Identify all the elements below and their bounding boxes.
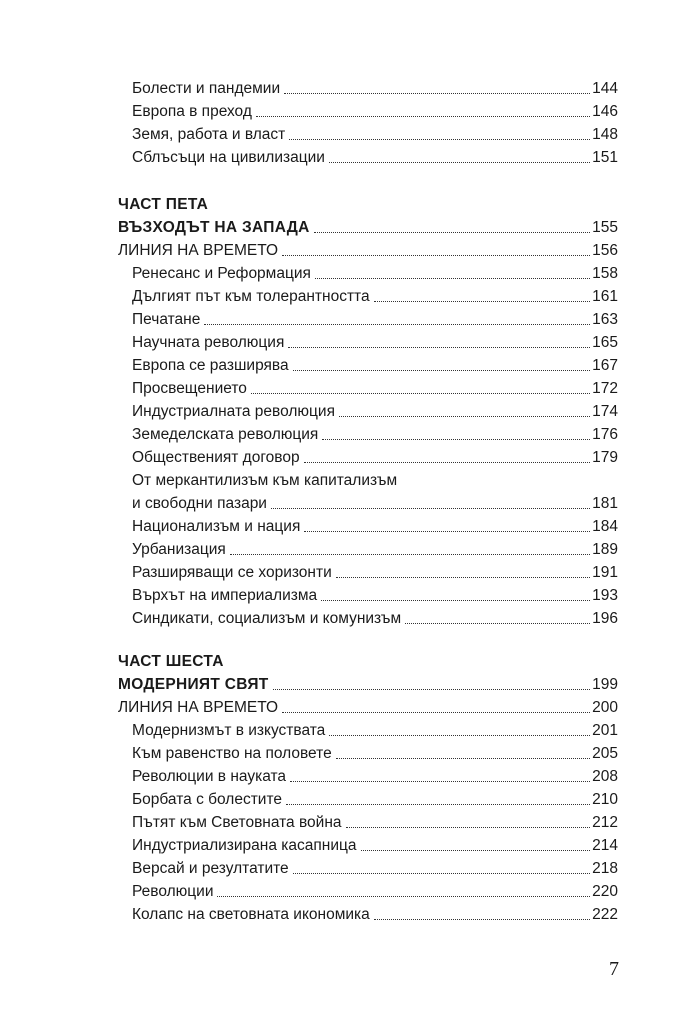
toc-entry-page: 144 <box>592 80 618 97</box>
toc-entry-page: 148 <box>592 126 618 143</box>
toc-entry <box>118 329 618 352</box>
toc-entry-page: 210 <box>592 791 618 808</box>
toc-entry-page: 174 <box>592 403 618 420</box>
toc-entry-title: Дългият път към толерантността <box>132 288 370 305</box>
part-heading <box>118 214 618 237</box>
dot-leader <box>273 689 591 690</box>
timeline-title: ЛИНИЯ НА ВРЕМЕТО <box>118 242 279 259</box>
dot-leader <box>271 508 590 509</box>
toc-entry-title: Общественият договор <box>132 449 300 466</box>
toc-entry-title: Върхът на империализма <box>132 587 318 604</box>
toc-entry <box>118 98 618 121</box>
toc-entry-page: 151 <box>592 149 618 166</box>
dot-leader <box>288 347 590 348</box>
toc-entry <box>118 717 618 740</box>
toc-entry-page: 196 <box>592 610 618 627</box>
toc-entry-title: Индустриалната революция <box>132 403 335 420</box>
dot-leader <box>284 93 590 94</box>
toc-entry-title: Революции в науката <box>132 768 287 785</box>
toc-entry-page: 205 <box>592 745 618 762</box>
dot-leader <box>329 162 590 163</box>
dot-leader <box>314 232 590 233</box>
dot-leader <box>256 116 590 117</box>
toc-entry-page: 220 <box>592 883 618 900</box>
toc-entry-title: Революции <box>132 883 214 900</box>
dot-leader <box>346 827 591 828</box>
toc-entry <box>118 260 618 283</box>
toc-entry-page: 218 <box>592 860 618 877</box>
toc-entry <box>118 144 618 167</box>
toc-entry-page: 161 <box>592 288 618 305</box>
dot-leader <box>361 850 591 851</box>
toc-entry-title: Синдикати, социализъм и комунизъм <box>132 610 402 627</box>
dot-leader <box>322 439 590 440</box>
part-heading-page: 155 <box>592 219 618 236</box>
toc-entry-title: Европа се разширява <box>132 357 289 374</box>
toc-entry <box>118 536 618 559</box>
part-heading <box>118 671 618 694</box>
toc-entry <box>118 444 618 467</box>
toc-entry-page: 189 <box>592 541 618 558</box>
toc-entry-title: Болести и пандемии <box>132 80 281 97</box>
timeline-entry <box>118 694 618 717</box>
toc-entry-page: 146 <box>592 103 618 120</box>
toc-entry-title: Просвещението <box>132 380 247 397</box>
dot-leader <box>282 712 590 713</box>
toc-entry-title: Ренесанс и Реформация <box>132 265 311 282</box>
toc-entry <box>118 786 618 809</box>
part-label: ЧАСТ ШЕСТА <box>118 653 224 670</box>
toc-entry-title: Земя, работа и власт <box>132 126 286 143</box>
toc-entry <box>118 421 618 444</box>
toc-entry-page: 201 <box>592 722 618 739</box>
toc-entry-title: Европа в преход <box>132 103 252 120</box>
toc-entry-title: и свободни пазари <box>132 495 267 512</box>
toc-entry <box>118 513 618 536</box>
toc-entry <box>118 740 618 763</box>
toc-entry-page: 222 <box>592 906 618 923</box>
dot-leader <box>286 804 590 805</box>
toc-entry-page: 165 <box>592 334 618 351</box>
toc-entry <box>118 398 618 421</box>
toc-entry <box>118 855 618 878</box>
part-heading-title: МОДЕРНИЯТ СВЯТ <box>118 676 269 693</box>
toc-entry-page: 167 <box>592 357 618 374</box>
dot-leader <box>282 255 590 256</box>
toc-entry-title: Научната революция <box>132 334 285 351</box>
toc-entry-title: Индустриализирана касапница <box>132 837 357 854</box>
toc-entry-title: Печатане <box>132 311 201 328</box>
toc-entry-page: 158 <box>592 265 618 282</box>
toc-entry-title: Борбата с болестите <box>132 791 282 808</box>
toc-entry <box>118 75 618 98</box>
toc-entry <box>118 582 618 605</box>
dot-leader <box>304 462 591 463</box>
toc-entry-page: 193 <box>592 587 618 604</box>
toc-part-five <box>118 191 618 628</box>
toc-entry-page: 184 <box>592 518 618 535</box>
dot-leader <box>374 919 590 920</box>
part-heading-title: ВЪЗХОДЪТ НА ЗАПАДА <box>118 219 310 236</box>
toc-entry-page: 179 <box>592 449 618 466</box>
dot-leader <box>336 758 590 759</box>
toc-part-six <box>118 648 618 924</box>
dot-leader <box>329 735 590 736</box>
toc-entry <box>118 763 618 786</box>
toc-entry-title: Колапс на световната икономика <box>132 906 370 923</box>
toc-entry-page: 212 <box>592 814 618 831</box>
toc-entry <box>118 901 618 924</box>
toc-entry-page: 176 <box>592 426 618 443</box>
toc-entry-page: 163 <box>592 311 618 328</box>
dot-leader <box>289 139 590 140</box>
dot-leader <box>290 781 590 782</box>
toc-entry-page: 191 <box>592 564 618 581</box>
dot-leader <box>374 301 591 302</box>
toc-entry-title: Сблъсъци на цивилизации <box>132 149 325 166</box>
toc-entry <box>118 809 618 832</box>
toc-entry-line2 <box>118 490 618 513</box>
toc-entry <box>118 352 618 375</box>
toc-entry-page: 214 <box>592 837 618 854</box>
toc-entry-title: Урбанизация <box>132 541 226 558</box>
dot-leader <box>251 393 590 394</box>
toc-entry-page: 181 <box>592 495 618 512</box>
part-label: ЧАСТ ПЕТА <box>118 196 209 213</box>
dot-leader <box>293 873 590 874</box>
timeline-entry <box>118 237 618 260</box>
dot-leader <box>293 370 591 371</box>
timeline-page: 200 <box>592 699 618 716</box>
dot-leader <box>217 896 590 897</box>
toc-entry-title: Към равенство на половете <box>132 745 332 762</box>
dot-leader <box>336 577 590 578</box>
toc-entry-title: Пътят към Световната война <box>132 814 342 831</box>
dot-leader <box>230 554 590 555</box>
dot-leader <box>304 531 590 532</box>
toc-block-continued <box>118 75 618 167</box>
toc-entry-title: Разширяващи се хоризонти <box>132 564 332 581</box>
toc-entry-title: Версай и резултатите <box>132 860 289 877</box>
toc-entry-line1 <box>118 467 618 490</box>
toc-entry <box>118 605 618 628</box>
toc-entry-page: 172 <box>592 380 618 397</box>
dot-leader <box>321 600 590 601</box>
page-number: 7 <box>609 958 619 980</box>
dot-leader <box>339 416 590 417</box>
timeline-page: 156 <box>592 242 618 259</box>
dot-leader <box>315 278 590 279</box>
toc-entry-title: От меркантилизъм към капитализъм <box>132 472 398 489</box>
toc-entry-page: 208 <box>592 768 618 785</box>
toc-entry <box>118 306 618 329</box>
toc-entry-title: Модернизмът в изкуствата <box>132 722 326 739</box>
part-heading-page: 199 <box>592 676 618 693</box>
toc-entry <box>118 878 618 901</box>
toc-entry <box>118 283 618 306</box>
timeline-title: ЛИНИЯ НА ВРЕМЕТО <box>118 699 279 716</box>
toc-entry <box>118 832 618 855</box>
toc-entry <box>118 559 618 582</box>
toc-entry-title: Национализъм и нация <box>132 518 301 535</box>
toc-entry-title: Земеделската революция <box>132 426 319 443</box>
dot-leader <box>405 623 590 624</box>
toc-entry <box>118 121 618 144</box>
dot-leader <box>204 324 590 325</box>
toc-entry <box>118 375 618 398</box>
